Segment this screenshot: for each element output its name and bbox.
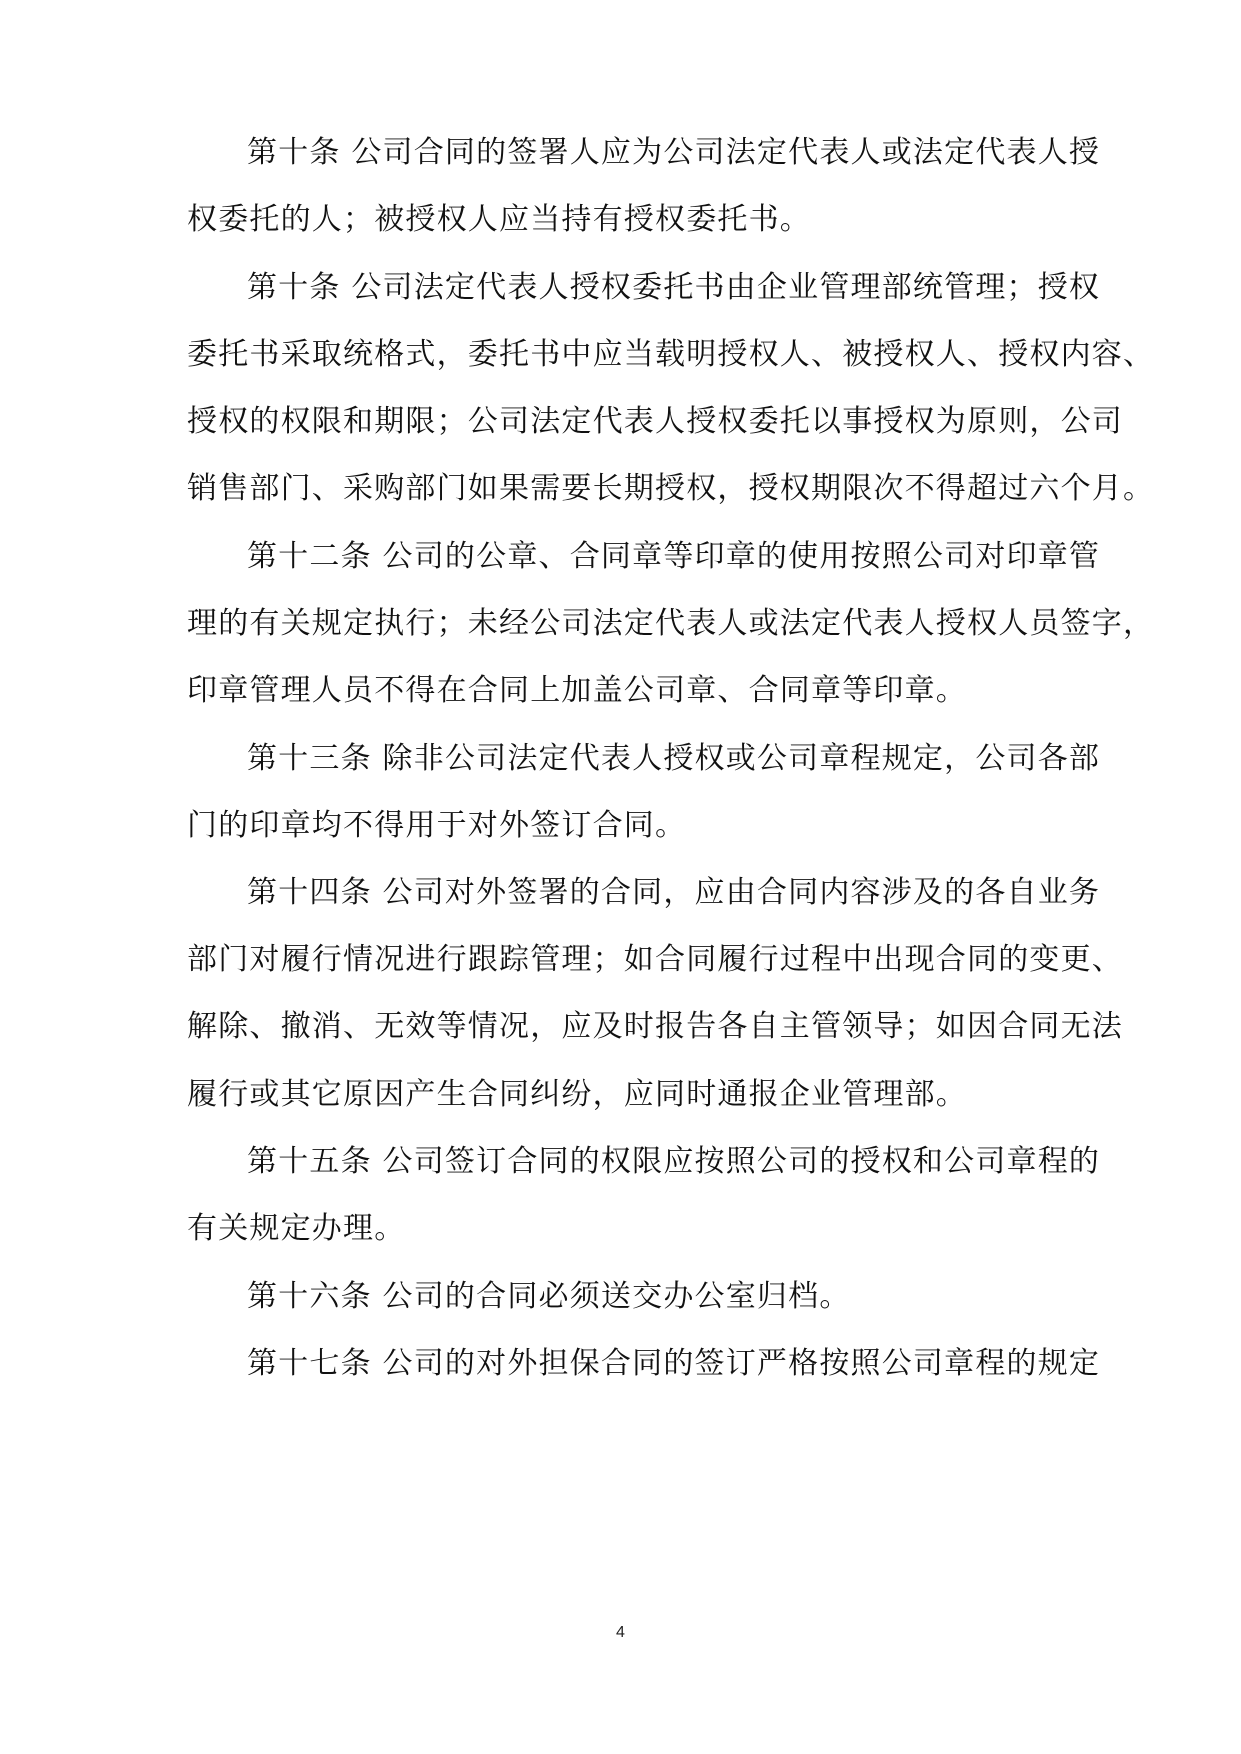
paragraph-5-line-3: 解除、撤消、无效等情况，应及时报告各自主管领导；如因合同无法 — [187, 1009, 1123, 1044]
paragraph-5-line-4: 履行或其它原因产生合同纠纷，应同时通报企业管理部。 — [187, 1077, 967, 1112]
paragraph-3-line-3: 印章管理人员不得在合同上加盖公司章、合同章等印章。 — [187, 673, 967, 708]
paragraph-2-line-3: 授权的权限和期限；公司法定代表人授权委托以事授权为原则，公司 — [187, 404, 1123, 439]
paragraph-3-line-1: 第十二条 公司的公章、合同章等印章的使用按照公司对印章管 — [247, 539, 1101, 574]
paragraph-2-line-2: 委托书采取统格式，委托书中应当载明授权人、被授权人、授权内容、 — [187, 337, 1155, 372]
paragraph-6-line-1: 第十五条 公司签订合同的权限应按照公司的授权和公司章程的 — [247, 1144, 1101, 1179]
paragraph-4-line-2: 门的印章均不得用于对外签订合同。 — [187, 808, 687, 843]
paragraph-1-line-2: 权委托的人；被授权人应当持有授权委托书。 — [187, 202, 811, 237]
paragraph-6-line-2: 有关规定办理。 — [187, 1211, 406, 1246]
paragraph-5-line-2: 部门对履行情况进行跟踪管理；如合同履行过程中出现合同的变更、 — [187, 942, 1123, 977]
paragraph-8-line-1: 第十七条 公司的对外担保合同的签订严格按照公司章程的规定 — [247, 1346, 1101, 1381]
paragraph-7-line-1: 第十六条 公司的合同必须送交办公室归档。 — [247, 1279, 851, 1314]
paragraph-1-line-1: 第十条 公司合同的签署人应为公司法定代表人或法定代表人授 — [247, 135, 1101, 170]
paragraph-4-line-1: 第十三条 除非公司法定代表人授权或公司章程规定，公司各部 — [247, 741, 1101, 776]
paragraph-2-line-1: 第十条 公司法定代表人授权委托书由企业管理部统管理；授权 — [247, 270, 1101, 305]
paragraph-2-line-4: 销售部门、采购部门如果需要长期授权，授权期限次不得超过六个月。 — [187, 471, 1155, 506]
paragraph-5-line-1: 第十四条 公司对外签署的合同，应由合同内容涉及的各自业务 — [247, 875, 1101, 910]
paragraph-3-line-2: 理的有关规定执行；未经公司法定代表人或法定代表人授权人员签字， — [187, 606, 1155, 641]
page-number: 4 — [616, 1624, 625, 1641]
